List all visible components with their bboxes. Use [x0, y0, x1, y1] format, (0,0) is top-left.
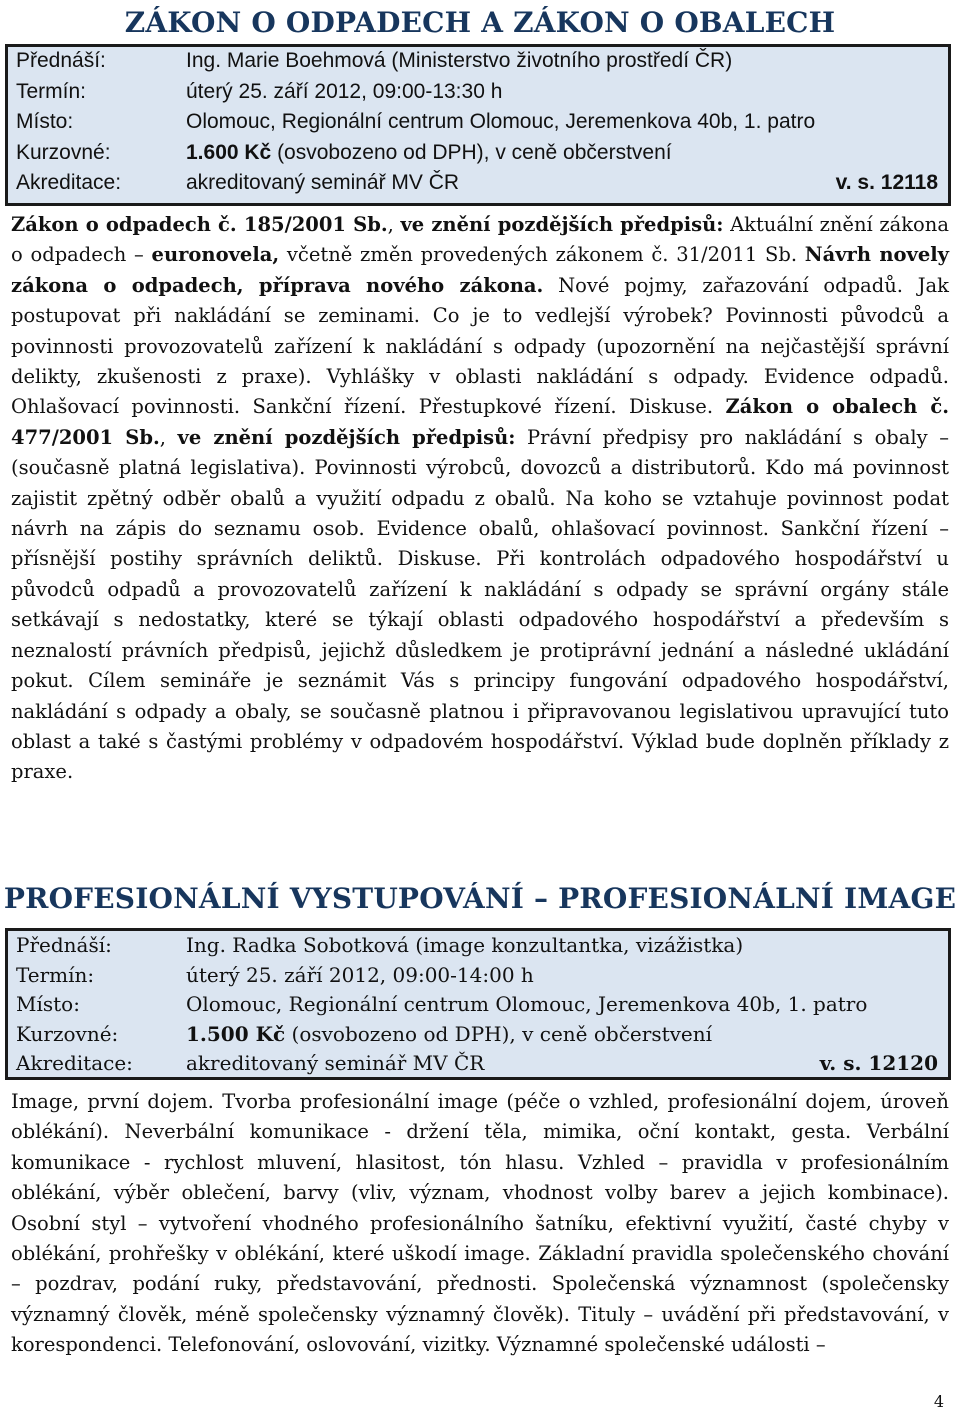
accreditation-row	[16, 1051, 938, 1081]
text-run: Nové pojmy, zařazování odpadů. Jak postupovat při nakládání se zeminami. Co je to vedlejší výrobek? Povinnosti původců a povinnosti provozovatelů zařízení k nakládání s odpady (upozornění na nejčastější správní delikty, zkušenosti z praxe). Vyhlášky v oblasti nakládání s odpady. Evidence odpadů. Ohlašovací povinnosti. Sankční řízení. Přestupkové řízení. Diskuse.	[11, 273, 949, 419]
place-value: Olomouc, Regionální centrum Olomouc, Jeremenkova 40b, 1. patro	[186, 992, 868, 1016]
lecturer-row	[16, 49, 938, 80]
date-row	[16, 963, 938, 993]
date-label: Termín:	[16, 79, 87, 103]
accreditation-code: v. s. 12118	[835, 171, 938, 194]
place-value: Olomouc, Regionální centrum Olomouc, Jeremenkova 40b, 1. patro	[186, 110, 816, 133]
law-title: Zákon o obalech č. 477/2001 Sb.	[11, 395, 949, 449]
course-description	[11, 210, 949, 788]
text-run: Aktuální znění zákona o odpadech –	[11, 213, 949, 267]
date-row	[16, 80, 938, 111]
fee-note: (osvobozeno od DPH), v ceně občerstvení	[285, 1021, 713, 1046]
accreditation-value: akreditovaný seminář MV ČR	[186, 1051, 485, 1075]
course-description	[11, 1087, 949, 1361]
lecturer-value: Ing. Marie Boehmová (Ministerstvo životního prostředí ČR)	[186, 49, 733, 72]
course-description-p2: Při kontrolách odpadového hospodářství u původců odpadů a provozovatelů zařízení k nakládání s odpady se správní orgány stále setkávají s nedostatky, které se týkají oblasti odpadového hospodářství a především s neznalostí právních předpisů, jejichž důsledkem je protiprávní jednání a následné ukládání pokut. Cílem semináře je seznámit Vás s principy fungování odpadového hospodářství, nakládání s odpady a obaly, se současně platnou i připravovanou legislativou upravující tuto oblast a také s častými problémy v odpadovém hospodářství. Výklad bude doplněn příklady z praxe.	[11, 547, 949, 784]
accreditation-value: akreditovaný seminář MV ČR	[186, 171, 460, 194]
text-run: Právní předpisy pro nakládání s obaly – (současně platná legislativa). Povinnosti výrobců, dovozců a distributorů. Kdo má povinnost zajistit zpětný odběr obalů a využití odpadu z obalů. Na koho se vztahuje povinnost podat návrh na zápis do seznamu osob. Evidence obalů, ohlašovací povinnost. Sankční řízení – přísnější postihy správních deliktů. Diskuse.	[11, 425, 949, 571]
fee-note: (osvobozeno od DPH), v ceně občerstvení	[271, 140, 672, 164]
date-label: Termín:	[16, 962, 95, 987]
bold-run: Návrh novely zákona o odpadech, příprava nového zákona.	[11, 243, 949, 297]
lecturer-label: Přednáší:	[16, 933, 112, 957]
fee-value	[186, 1022, 938, 1046]
fee-label: Kurzovné:	[16, 140, 111, 164]
place-row	[16, 110, 938, 141]
law-subtitle: ve znění pozdějších předpisů:	[400, 213, 724, 236]
fee-row	[16, 1022, 938, 1052]
fee-label: Kurzovné:	[16, 1021, 119, 1046]
fee-row	[16, 141, 938, 172]
date-value: úterý 25. září 2012, 09:00-14:00 h	[186, 962, 534, 987]
place-label: Místo:	[16, 992, 80, 1016]
place-label: Místo:	[16, 110, 74, 133]
law-subtitle: ve znění pozdějších předpisů:	[177, 425, 516, 449]
lecturer-label: Přednáší:	[16, 49, 106, 72]
accreditation-label: Akreditace:	[16, 1051, 133, 1075]
law-title: Zákon o odpadech č. 185/2001 Sb.	[11, 213, 388, 236]
fee-price: 1.600 Kč	[186, 140, 272, 164]
fee-price: 1.500 Kč	[186, 1021, 286, 1046]
lecturer-row	[16, 933, 938, 963]
bold-run: euronovela,	[151, 243, 280, 267]
course-title: PROFESIONÁLNÍ VYSTUPOVÁNÍ – PROFESIONÁLNÍ IMAGE	[3, 882, 957, 915]
lecturer-value: Ing. Radka Sobotková (image konzultantka, vizážistka)	[186, 933, 744, 957]
course-description-p1: Image, první dojem. Tvorba profesionální image (péče o vzhled, profesionální dojem, úroveň oblékání). Neverbální komunikace - držení těla, mimika, oční kontakt, gesta. Verbální komunikace - rychlost mluvení, hlasitost, tón hlasu. Vzhled – pravidla v profesionálním oblékání, výběr oblečení, barvy (vliv, význam, vhodnost volby barev a jejich kombinace). Osobní styl – vytvoření vhodného profesionálního šatníku, efektivní využití, časté chyby v oblékání, prohřešky v oblékání, které uškodí image. Základní pravidla společenského chování – pozdrav, podání ruky, představování, přednosti. Společenská významnost (společensky významný člověk, méně společensky významný člověk). Tituly – uvádění při představování, v korespondenci. Telefonování, oslovování, vizitky. Významné společenské události –	[11, 1090, 949, 1357]
accreditation-label: Akreditace:	[16, 171, 122, 194]
fee-value	[186, 141, 938, 165]
place-row	[16, 992, 938, 1022]
page-number: 4	[933, 1392, 944, 1411]
course-description-p1	[11, 210, 949, 788]
date-value: úterý 25. září 2012, 09:00-13:30 h	[186, 79, 503, 103]
text-run: včetně změn provedených zákonem č. 31/2011 Sb.	[279, 243, 805, 267]
text-run: ,	[159, 425, 178, 449]
accreditation-code: v. s. 12120	[819, 1051, 938, 1075]
course-info-box	[5, 44, 951, 206]
course-title: ZÁKON O ODPADECH A ZÁKON O OBALECH	[124, 6, 836, 39]
course-info-box	[5, 928, 951, 1080]
text-run: ,	[387, 213, 401, 236]
accreditation-row	[16, 171, 938, 202]
